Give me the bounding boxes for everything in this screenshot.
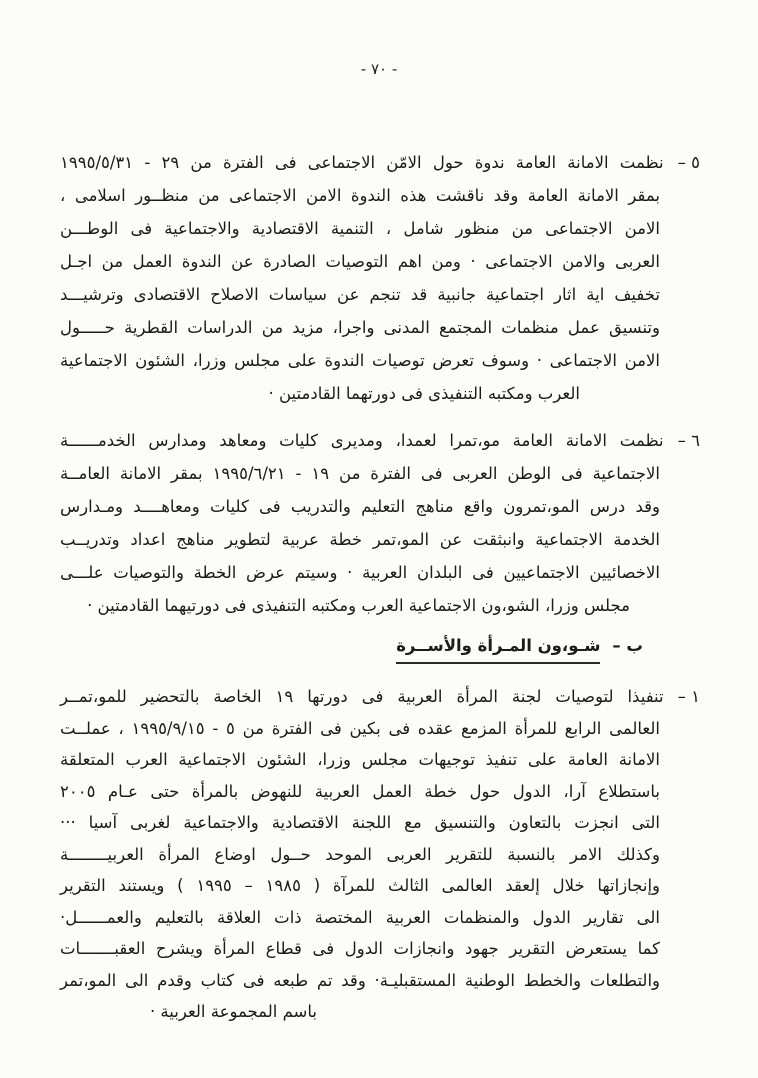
- text-line: بمقر الامانة العامة وقد ناقشت هذه الندوة الامن الاجتماعى من منظــور اسلامى ،: [60, 186, 660, 205]
- section-title: شـو،ون المـرأة والأســرة: [396, 636, 600, 664]
- text-line: الامن الاجتماعى من منظور شامل ، التنمية الاقتصادية والاجتماعية فى الوطـــن: [60, 219, 660, 238]
- text-line: الاجتماعية فى الوطن العربى فى الفترة من ١٩ - ١٩٩٥/٦/٢١ بمقر الامانة العامــة: [60, 464, 660, 483]
- text-line: وتنسيق عمل منظمات المجتمع المدنى واجرا، مزيد من الدراسات القطرية حـــــول: [60, 318, 660, 337]
- item-number: ١ –: [677, 687, 700, 706]
- section-heading: [396, 636, 643, 664]
- text-line: الاخصائيين الاجتماعيين فى البلدان العربية · وسيتم عرض الخطة والتوصيات علـــى: [60, 563, 660, 582]
- text-line: وكذلك الامر بالنسبة للتقرير العربى الموحد حــول اوضاع المرأة العربيــــــــة: [60, 844, 660, 864]
- text-line: مجلس وزرا، الشو،ون الاجتماعية العرب ومكتبه التنفيذى فى دورتيهما القادمتين ·: [87, 596, 630, 615]
- text-line: وإنجازاتها خلال إلعقد العالمى الثالث للمرآة ( ⁦١٩٨٥ – ١٩٩٥⁩ ) ويستند التقرير: [60, 876, 660, 895]
- text-line: العرب ومكتبه التنفيذى فى دورتهما القادمتين ·: [268, 384, 580, 403]
- text-line: [60, 146, 700, 179]
- section-marker: ب –: [612, 636, 643, 655]
- text-line: والتطلعات والخطط الوطنية المستقبليـة· وقد تم طبعه فى كتاب وقدم الى المو،تمر: [60, 970, 660, 990]
- text-line: باسم المجموعة العربية ·: [149, 1002, 317, 1021]
- text-line: كما يستعرض التقرير جهود وانجازات الدول فى قطاع المرأة ويشرح العقبـــــــات: [60, 939, 660, 958]
- page-number: - ٧٠ -: [360, 60, 398, 78]
- item-number: ٥ –: [677, 153, 700, 172]
- text-line: [60, 681, 700, 713]
- text-line: الى تقارير الدول والمنظمات العربية المختصة ذات العلاقة بالتعليم والعمــــــل·: [60, 907, 660, 927]
- text-line: باستطلاع آرا، الدول حول خطة العمل العربية للنهوض بالمرأة حتى عـام ٢٠٠٥: [60, 781, 660, 801]
- text-line: الخدمة الاجتماعية وانبثقت عن المو،تمر خطة عربية لتطوير مناهج اعداد وتدريــب: [60, 530, 660, 549]
- paragraph-6: [60, 424, 700, 622]
- text-line: [60, 424, 700, 457]
- text-line: التى انجزت بالتعاون والتنسيق مع اللجنة الاقتصادية والاجتماعية لغربى آسيا ···: [60, 813, 660, 832]
- text-line: الامانة العامة على تنفيذ توجيهات مجلس وزرا، الشئون الاجتماعية العرب المتعلقة: [60, 750, 660, 769]
- text-line: وقد درس المو،تمرون واقع مناهج التعليم والتدريب فى كليات ومعاهــــد ومـدارس: [60, 497, 660, 516]
- text-line-content: نظمت الامانة العامة ندوة حول الامّن الاجتماعى فى الفترة من ٢٩ - ١٩٩٥/٥/٣١: [60, 153, 664, 172]
- text-line: تخفيف اية اثار اجتماعية جانبية قد تنجم عن سياسات الاصلاح الاقتصادى وترشيـــد: [60, 285, 660, 304]
- text-line: الامن الاجتماعى · وسوف تعرض توصيات الندوة على مجلس وزرا، الشئون الاجتماعية: [60, 351, 660, 370]
- paragraph-5: [60, 146, 700, 410]
- text-line: العالمى الرابع للمرأة المزمع عقده فى بكين فى الفترة من ٥ - ١٩٩٥/٩/١٥ ، عملــت: [60, 718, 660, 738]
- paragraph-1: [60, 681, 700, 1028]
- text-line-content: نظمت الامانة العامة مو،تمرا لعمدا، ومديرى كليات ومعاهد ومدارس الخدمــــــة: [60, 431, 664, 450]
- item-number: ٦ –: [677, 431, 700, 450]
- text-line: العربى والامن الاجتماعى · ومن اهم التوصيات الصادرة عن الندوة العمل من اجـل: [60, 252, 660, 271]
- text-line-content: تنفيذا لتوصيات لجنة المرأة العربية فى دورتها ١٩ الخاصة بالتحضير للمو،تمــر: [60, 687, 664, 706]
